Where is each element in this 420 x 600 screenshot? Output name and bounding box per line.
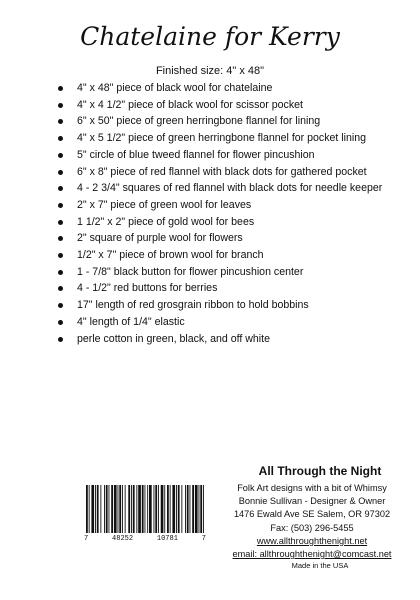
material-text: 5" circle of blue tweed flannel for flower pincushion <box>77 148 315 161</box>
bullet-icon <box>58 270 63 275</box>
material-text: 6" x 50" piece of green herringbone flannel for lining <box>77 115 321 128</box>
barcode-bar <box>147 485 148 533</box>
material-text: 1 - 7/8" black button for flower pincushion center <box>77 265 304 278</box>
material-item <box>58 232 388 245</box>
barcode-bar <box>199 485 200 533</box>
barcode-digit-group: 48252 <box>112 535 134 543</box>
material-item <box>58 316 388 329</box>
barcode-digits <box>82 535 208 543</box>
material-item <box>58 199 388 212</box>
bullet-icon <box>58 153 63 158</box>
barcode-bar <box>164 485 165 533</box>
material-item <box>58 115 388 128</box>
brand-name: All Through the Night <box>258 464 382 478</box>
barcode-bar <box>155 485 157 533</box>
bullet-icon <box>58 303 63 308</box>
barcode-bar <box>104 485 105 533</box>
barcode-bar <box>187 485 189 533</box>
barcode-digit-group: 7 <box>201 535 206 543</box>
barcode-bar <box>109 485 110 533</box>
bullet-icon <box>58 119 63 124</box>
barcode-bar <box>119 485 121 533</box>
barcode-bar <box>190 485 191 533</box>
finished-size: Finished size: 4" x 48" <box>155 65 265 77</box>
email-link[interactable]: email: allthroughthenight@comcast.net <box>232 549 392 560</box>
barcode-bar <box>200 485 202 533</box>
bullet-icon <box>58 220 63 225</box>
website-link[interactable]: www.allthroughthenight.net <box>256 535 368 546</box>
fax: Fax: (503) 296-5455 <box>270 522 354 533</box>
barcode-bar <box>178 485 180 533</box>
barcode-bar <box>131 485 132 533</box>
barcode-digit-group: 10781 <box>156 535 178 543</box>
material-text: 4 - 2 3/4" squares of red flannel with black dots for needle keeper <box>77 182 383 195</box>
material-item <box>58 216 388 229</box>
barcode-bar <box>125 485 126 533</box>
barcode-bar <box>122 485 123 533</box>
barcode-bar <box>172 485 175 533</box>
barcode-bar <box>192 485 194 533</box>
material-item <box>58 149 388 162</box>
barcode-bar <box>95 485 96 533</box>
barcode-bar <box>100 485 101 533</box>
barcode-bar <box>149 485 152 533</box>
contact-block <box>212 482 412 561</box>
barcode <box>82 483 208 547</box>
barcode-bar <box>161 485 164 533</box>
material-text: 4" x 4 1/2" piece of black wool for scissor pocket <box>77 98 303 111</box>
material-item <box>58 249 388 262</box>
bullet-icon <box>58 337 63 342</box>
material-text: 4" length of 1/4" elastic <box>77 315 185 328</box>
bullet-icon <box>58 203 63 208</box>
barcode-bar <box>133 485 135 533</box>
barcode-bar <box>114 485 117 533</box>
material-item <box>58 82 388 95</box>
materials-list <box>58 82 388 349</box>
barcode-bar <box>97 485 99 533</box>
address: 1476 Ewald Ave SE Salem, OR 97302 <box>233 509 391 520</box>
barcode-bar <box>106 485 108 533</box>
bullet-icon <box>58 170 63 175</box>
material-item <box>58 266 388 279</box>
barcode-bar <box>142 485 144 533</box>
barcode-bar <box>91 485 94 533</box>
barcode-bar <box>181 485 182 533</box>
tagline: Folk Art designs with a bit of Whimsy <box>237 483 387 493</box>
barcode-bar <box>167 485 169 533</box>
barcode-bar <box>170 485 171 533</box>
barcode-bar <box>136 485 137 533</box>
barcode-bar <box>138 485 141 533</box>
barcode-bar <box>154 485 155 533</box>
barcode-bar <box>195 485 198 533</box>
barcode-bar <box>203 485 204 533</box>
bullet-icon <box>58 320 63 325</box>
material-item <box>58 99 388 112</box>
material-item <box>58 132 388 145</box>
material-text: 4 - 1/2" red buttons for berries <box>77 282 218 295</box>
bullet-icon <box>58 136 63 141</box>
material-text: 4" x 5 1/2" piece of green herringbone flannel for pocket lining <box>77 132 367 145</box>
material-text: 1/2" x 7" piece of brown wool for branch <box>77 249 264 262</box>
barcode-bar <box>158 485 159 533</box>
bullet-icon <box>58 103 63 108</box>
bullet-icon <box>58 286 63 291</box>
barcode-bar <box>86 485 88 533</box>
bullet-icon <box>58 186 63 191</box>
barcode-bar <box>128 485 130 533</box>
owner: Bonnie Sullivan - Designer & Owner <box>238 496 386 507</box>
material-item <box>58 299 388 312</box>
barcode-bar <box>89 485 90 533</box>
material-text: 2" square of purple wool for flowers <box>77 232 243 245</box>
barcode-bar <box>185 485 186 533</box>
barcode-bar <box>176 485 177 533</box>
barcode-digit-group: 7 <box>84 535 89 543</box>
barcode-bar <box>118 485 119 533</box>
material-text: 1 1/2" x 2" piece of gold wool for bees <box>77 215 255 228</box>
material-item <box>58 333 388 346</box>
material-text: 4" x 48" piece of black wool for chatelaine <box>77 82 273 94</box>
material-text: perle cotton in green, black, and off white <box>77 332 270 345</box>
made-in-label: Made in the USA <box>291 561 349 570</box>
material-item <box>58 182 388 195</box>
material-text: 17" length of red grosgrain ribbon to hold bobbins <box>77 299 309 312</box>
material-item <box>58 166 388 179</box>
barcode-bars <box>86 485 204 533</box>
page-title: Chatelaine for Kerry <box>80 22 340 51</box>
bullet-icon <box>58 236 63 241</box>
material-text: 6" x 8" piece of red flannel with black dots for gathered pocket <box>77 165 367 178</box>
material-text: 2" x 7" piece of green wool for leaves <box>77 198 252 211</box>
barcode-bar <box>145 485 146 533</box>
barcode-bar <box>111 485 113 533</box>
bullet-icon <box>58 253 63 258</box>
bullet-icon <box>58 86 63 91</box>
material-item <box>58 282 388 295</box>
